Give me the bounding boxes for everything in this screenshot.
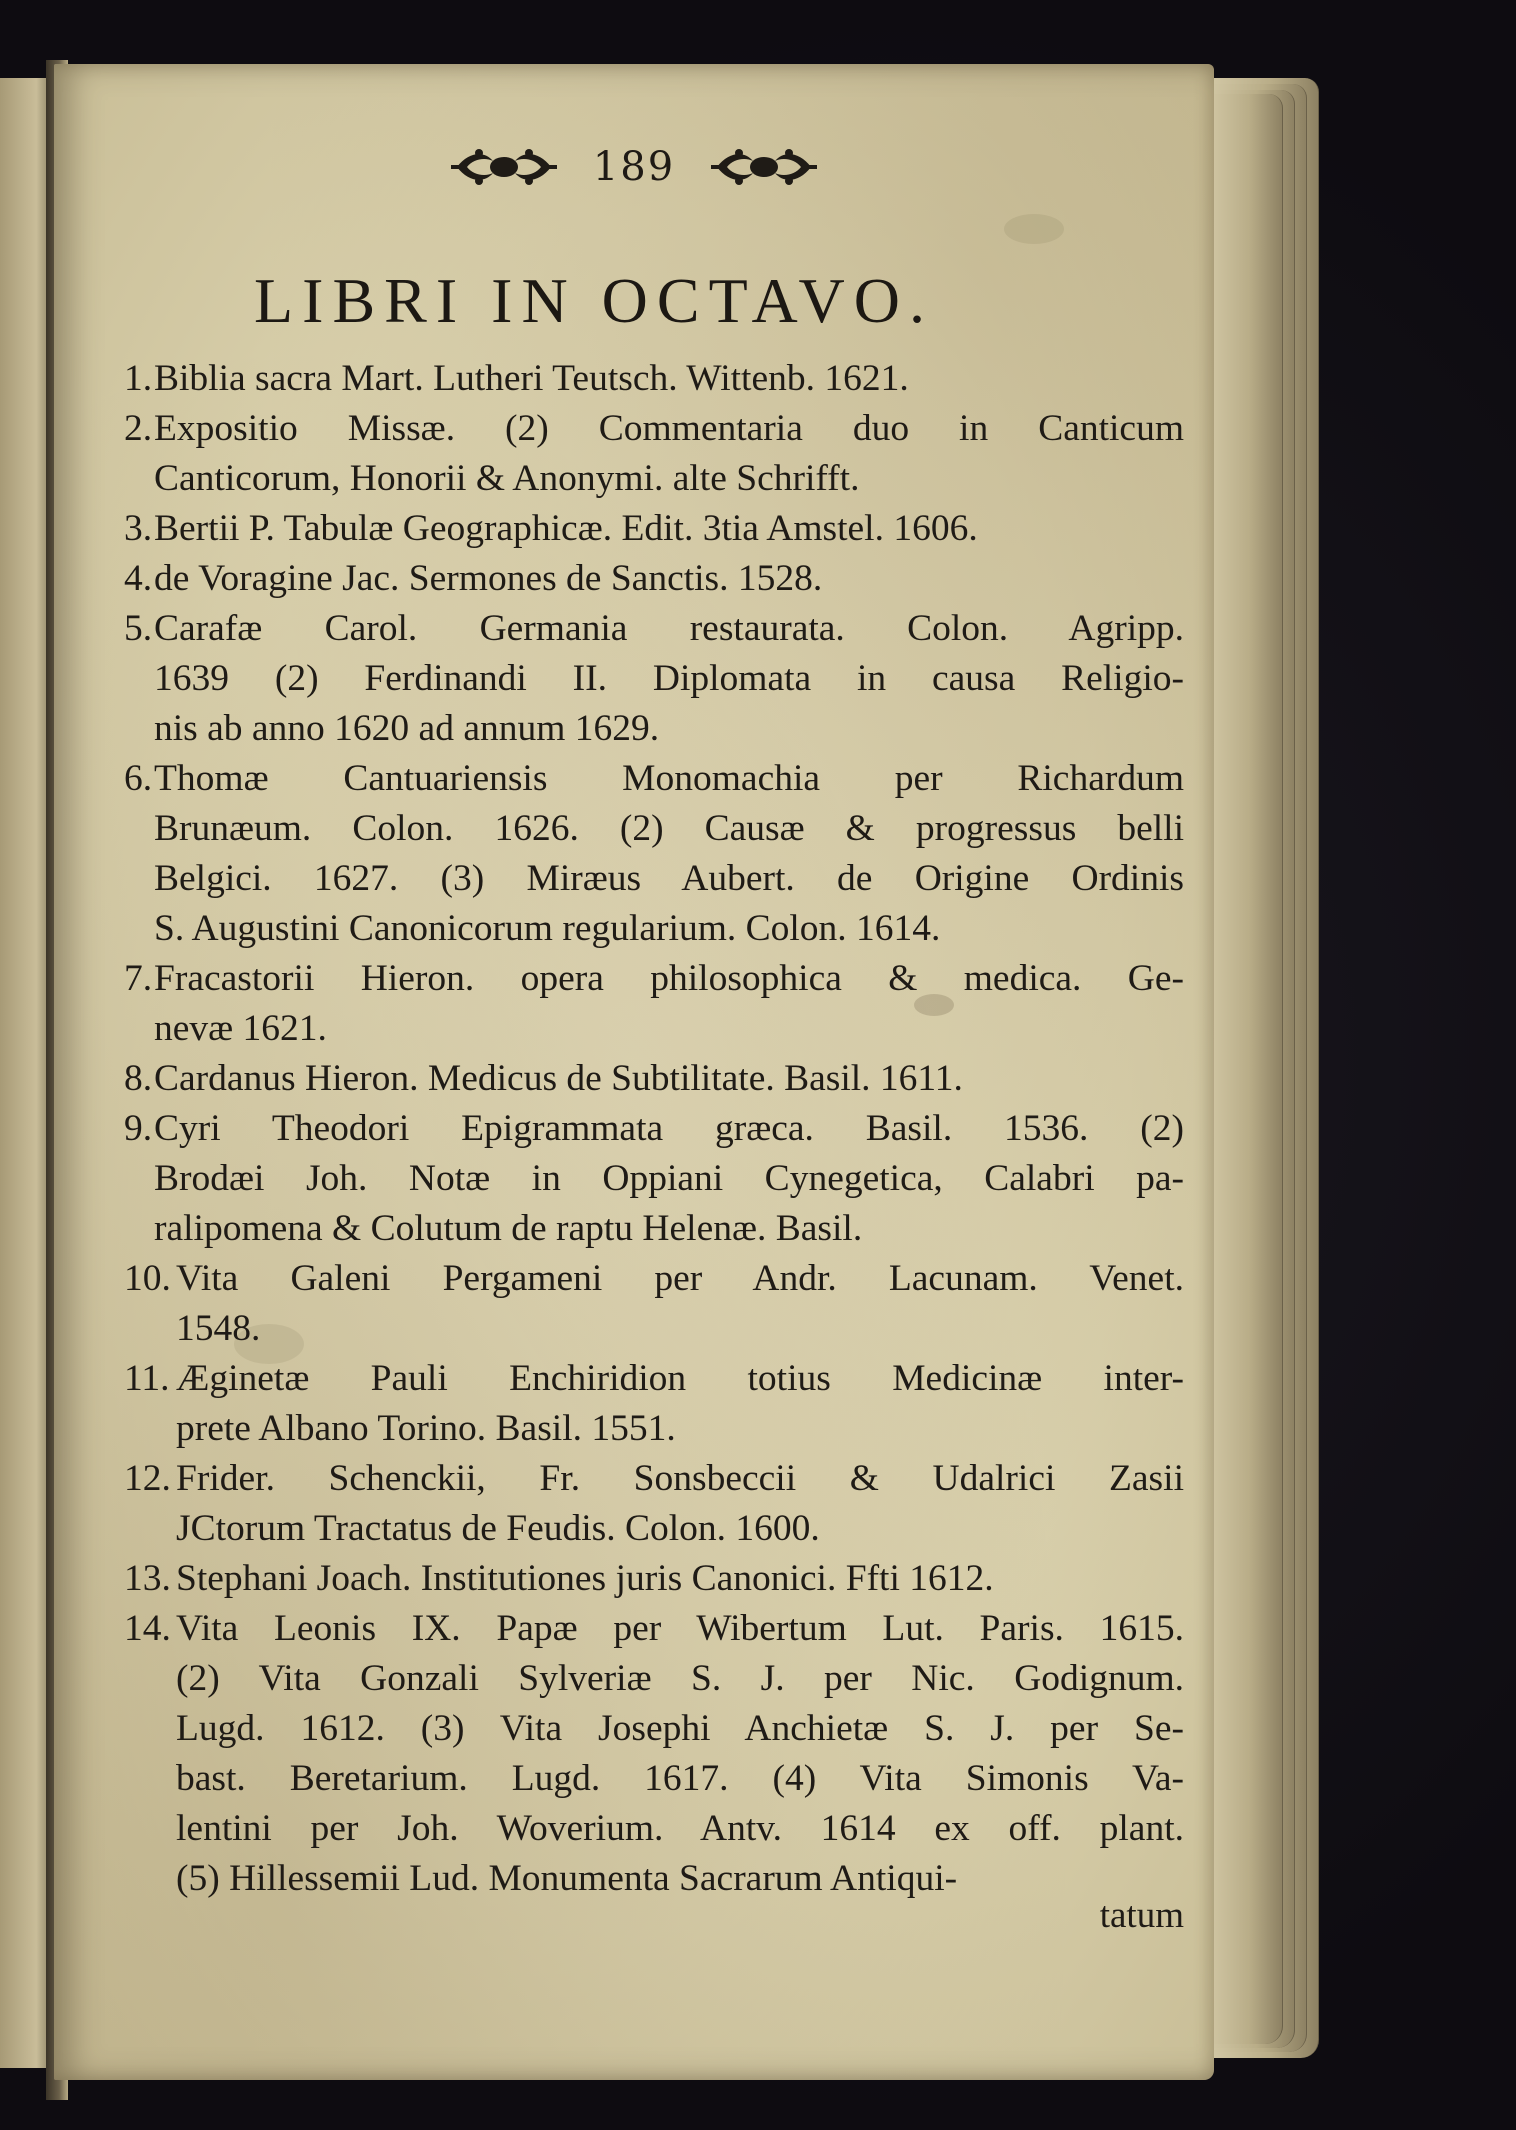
entry-number: 14. — [124, 1608, 171, 1649]
entry-line: Vita Leonis IX. Papæ per Wibertum Lut. Paris. 1615. — [176, 1608, 1184, 1649]
entry-line: Fracastorii Hieron. opera philosophica & medica. Ge- — [154, 958, 1184, 999]
catalogue-entry — [124, 604, 1184, 754]
page-stack — [1200, 78, 1330, 2058]
entry-line: Brodæi Joh. Notæ in Oppiani Cynegetica, Calabri pa- — [154, 1158, 1184, 1199]
entry-number: 9. — [124, 1108, 153, 1149]
entry-line: Thomæ Cantuariensis Monomachia per Richardum — [154, 758, 1184, 799]
entry-line: de Voragine Jac. Sermones de Sanctis. 1528. — [154, 558, 823, 599]
catalogue-entry — [124, 1354, 1184, 1454]
entry-number: 11. — [124, 1358, 170, 1399]
entry-line: Bertii P. Tabulæ Geographicæ. Edit. 3tia Amstel. 1606. — [154, 508, 978, 549]
entry-line: Cyri Theodori Epigrammata græca. Basil. 1536. (2) — [154, 1108, 1184, 1149]
entry-number: 12. — [124, 1458, 171, 1499]
entry-line: S. Augustini Canonicorum regularium. Colon. 1614. — [154, 908, 941, 949]
entry-line: Vita Galeni Pergameni per Andr. Lacunam. Venet. — [176, 1258, 1184, 1299]
entry-line: Belgici. 1627. (3) Miræus Aubert. de Origine Ordinis — [154, 858, 1184, 899]
catalogue-entry — [124, 1604, 1184, 1904]
catalogue-entry — [124, 554, 1184, 604]
entry-line: Æginetæ Pauli Enchiridion totius Medicinæ inter- — [176, 1358, 1184, 1399]
entry-line: (2) Vita Gonzali Sylveriæ S. J. per Nic. Godignum. — [176, 1658, 1184, 1699]
catalogue-entry — [124, 1054, 1184, 1104]
entry-line: Carafæ Carol. Germania restaurata. Colon. Agripp. — [154, 608, 1184, 649]
stain — [1004, 214, 1064, 244]
entry-line: nevæ 1621. — [154, 1008, 327, 1049]
entry-number: 7. — [124, 958, 153, 999]
entry-line: Stephani Joach. Institutiones juris Canonici. Ffti 1612. — [176, 1558, 994, 1599]
catalogue-entries — [124, 354, 1184, 1904]
entry-number: 13. — [124, 1558, 171, 1599]
fleuron-right-icon — [709, 145, 819, 189]
catalogue-entry — [124, 504, 1184, 554]
entry-number: 3. — [124, 508, 153, 549]
entry-number: 8. — [124, 1058, 153, 1099]
facing-page-edge — [0, 78, 52, 2068]
entry-number: 2. — [124, 408, 153, 449]
entry-line: Cardanus Hieron. Medicus de Subtilitate. Basil. 1611. — [154, 1058, 963, 1099]
catalogue-entry — [124, 1104, 1184, 1254]
entry-line: (5) Hillessemii Lud. Monumenta Sacrarum Antiqui- — [176, 1858, 958, 1899]
entry-line: 1548. — [176, 1308, 261, 1349]
entry-line: Brunæum. Colon. 1626. (2) Causæ & progressus belli — [154, 808, 1184, 849]
catalogue-entry — [124, 1254, 1184, 1354]
catalogue-entry — [124, 1554, 1184, 1604]
entry-number: 6. — [124, 758, 153, 799]
entry-line: Biblia sacra Mart. Lutheri Teutsch. Wittenb. 1621. — [154, 358, 909, 399]
entry-number: 10. — [124, 1258, 171, 1299]
entry-line: Expositio Missæ. (2) Commentaria duo in Canticum — [154, 408, 1184, 449]
catalogue-entry — [124, 354, 1184, 404]
entry-line: prete Albano Torino. Basil. 1551. — [176, 1408, 676, 1449]
entry-line: Lugd. 1612. (3) Vita Josephi Anchietæ S. J. per Se- — [176, 1708, 1184, 1749]
page-header — [54, 144, 1214, 190]
entry-line: nis ab anno 1620 ad annum 1629. — [154, 708, 660, 749]
entry-line: JCtorum Tractatus de Feudis. Colon. 1600. — [176, 1508, 820, 1549]
catalogue-entry — [124, 754, 1184, 954]
entry-number: 1. — [124, 358, 153, 399]
entry-line: Canticorum, Honorii & Anonymi. alte Schrifft. — [154, 458, 860, 499]
entry-line: ralipomena & Colutum de raptu Helenæ. Basil. — [154, 1208, 863, 1249]
catalogue-entry — [124, 1454, 1184, 1554]
page-number: 189 — [592, 144, 676, 190]
entry-line: Frider. Schenckii, Fr. Sonsbeccii & Udalrici Zasii — [176, 1458, 1184, 1499]
catchword: tatum — [1099, 1895, 1184, 1936]
entry-number: 5. — [124, 608, 153, 649]
entry-line: 1639 (2) Ferdinandi II. Diplomata in causa Religio- — [154, 658, 1184, 699]
catalogue-entry — [124, 404, 1184, 504]
entry-number: 4. — [124, 558, 153, 599]
entry-line: lentini per Joh. Woverium. Antv. 1614 ex off. plant. — [176, 1808, 1184, 1849]
fleuron-left-icon — [449, 145, 559, 189]
catalogue-entry — [124, 954, 1184, 1054]
section-title: LIBRI IN OCTAVO. — [254, 265, 934, 336]
book-page — [54, 64, 1214, 2080]
entry-line: bast. Beretarium. Lugd. 1617. (4) Vita Simonis Va- — [176, 1758, 1184, 1799]
